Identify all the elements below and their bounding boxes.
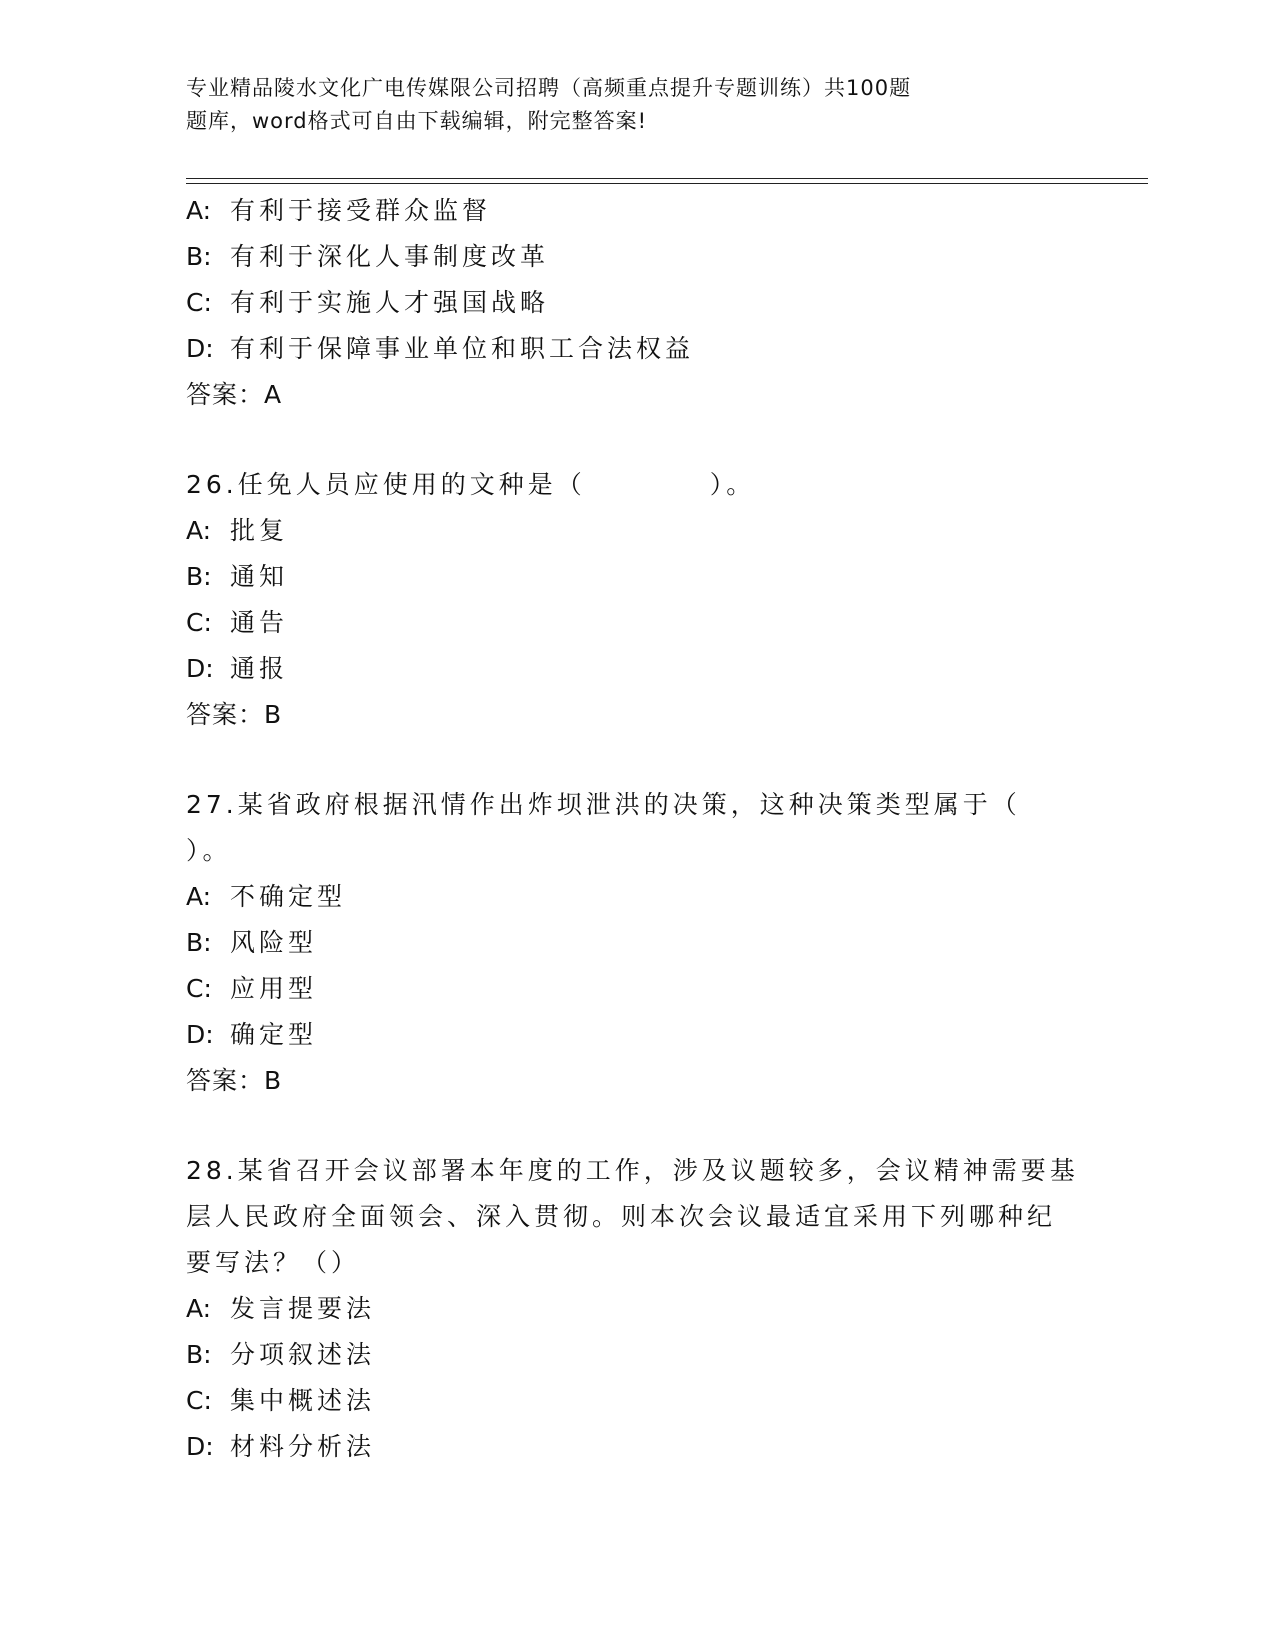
option-key: D:	[186, 654, 214, 683]
option-key: C:	[186, 974, 212, 1003]
option-key: C:	[186, 608, 212, 637]
option-key: D:	[186, 1432, 214, 1461]
option-a	[186, 508, 1086, 554]
option-key: B:	[186, 928, 212, 957]
option-d	[186, 646, 1086, 692]
question-list	[186, 188, 1086, 1470]
option-a	[186, 188, 1086, 234]
option-c	[186, 600, 1086, 646]
question-stem: 27.某省政府根据汛情作出炸坝泄洪的决策，这种决策类型属于（	[186, 790, 1021, 819]
stem-text: 26.任免人员应使用的文种是（	[186, 470, 586, 499]
option-text: 发言提要法	[230, 1294, 376, 1323]
option-key: C:	[186, 288, 212, 317]
stem-text-end: ）。	[709, 470, 756, 499]
option-b	[186, 234, 1086, 280]
option-text: 通报	[230, 654, 289, 683]
option-key: D:	[186, 1020, 214, 1049]
question-stem: 28.某省召开会议部署本年度的工作，涉及议题较多，会议精神需要基	[186, 1156, 1079, 1185]
option-text: 有利于保障事业单位和职工合法权益	[230, 334, 695, 363]
header-divider-bottom	[186, 183, 1148, 184]
question-stem-continued: 层人民政府全面领会、深入贯彻。则本次会议最适宜采用下列哪种纪	[186, 1202, 1057, 1231]
spacer	[186, 1104, 1086, 1148]
option-text: 有利于深化人事制度改革	[230, 242, 550, 271]
option-key: A:	[186, 516, 212, 545]
option-text: 批复	[230, 516, 289, 545]
option-key: D:	[186, 334, 214, 363]
answer-line: 答案：B	[186, 1066, 283, 1095]
question-stem-continued: 要写法？（）	[186, 1248, 361, 1277]
question-stem-continued: ）。	[186, 836, 232, 865]
option-text: 不确定型	[230, 882, 347, 911]
option-text: 通知	[230, 562, 289, 591]
document-header	[186, 72, 1026, 138]
option-text: 风险型	[230, 928, 318, 957]
answer-line: 答案：A	[186, 380, 283, 409]
option-key: C:	[186, 1386, 212, 1415]
option-b	[186, 920, 1086, 966]
option-text: 通告	[230, 608, 289, 637]
option-text: 有利于接受群众监督	[230, 196, 492, 225]
option-key: B:	[186, 1340, 212, 1369]
option-text: 分项叙述法	[230, 1340, 376, 1369]
option-key: B:	[186, 242, 212, 271]
header-divider-top	[186, 178, 1148, 179]
answer-line: 答案：B	[186, 700, 283, 729]
option-text: 集中概述法	[230, 1386, 376, 1415]
option-d	[186, 326, 1086, 372]
spacer	[186, 418, 1086, 462]
option-b	[186, 1332, 1086, 1378]
option-key: A:	[186, 882, 212, 911]
option-c	[186, 1378, 1086, 1424]
header-line-1: 专业精品陵水文化广电传媒限公司招聘（高频重点提升专题训练）共100题	[186, 76, 912, 100]
option-key: A:	[186, 196, 212, 225]
option-a	[186, 874, 1086, 920]
option-key: B:	[186, 562, 212, 591]
option-a	[186, 1286, 1086, 1332]
option-text: 确定型	[230, 1020, 318, 1049]
option-d	[186, 1424, 1086, 1470]
option-text: 应用型	[230, 974, 318, 1003]
option-d	[186, 1012, 1086, 1058]
option-b	[186, 554, 1086, 600]
option-text: 材料分析法	[230, 1432, 376, 1461]
option-c	[186, 966, 1086, 1012]
option-c	[186, 280, 1086, 326]
spacer	[186, 738, 1086, 782]
question-stem	[186, 462, 1086, 508]
header-line-2: 题库，word格式可自由下载编辑，附完整答案!	[186, 109, 648, 133]
option-key: A:	[186, 1294, 212, 1323]
option-text: 有利于实施人才强国战略	[230, 288, 550, 317]
